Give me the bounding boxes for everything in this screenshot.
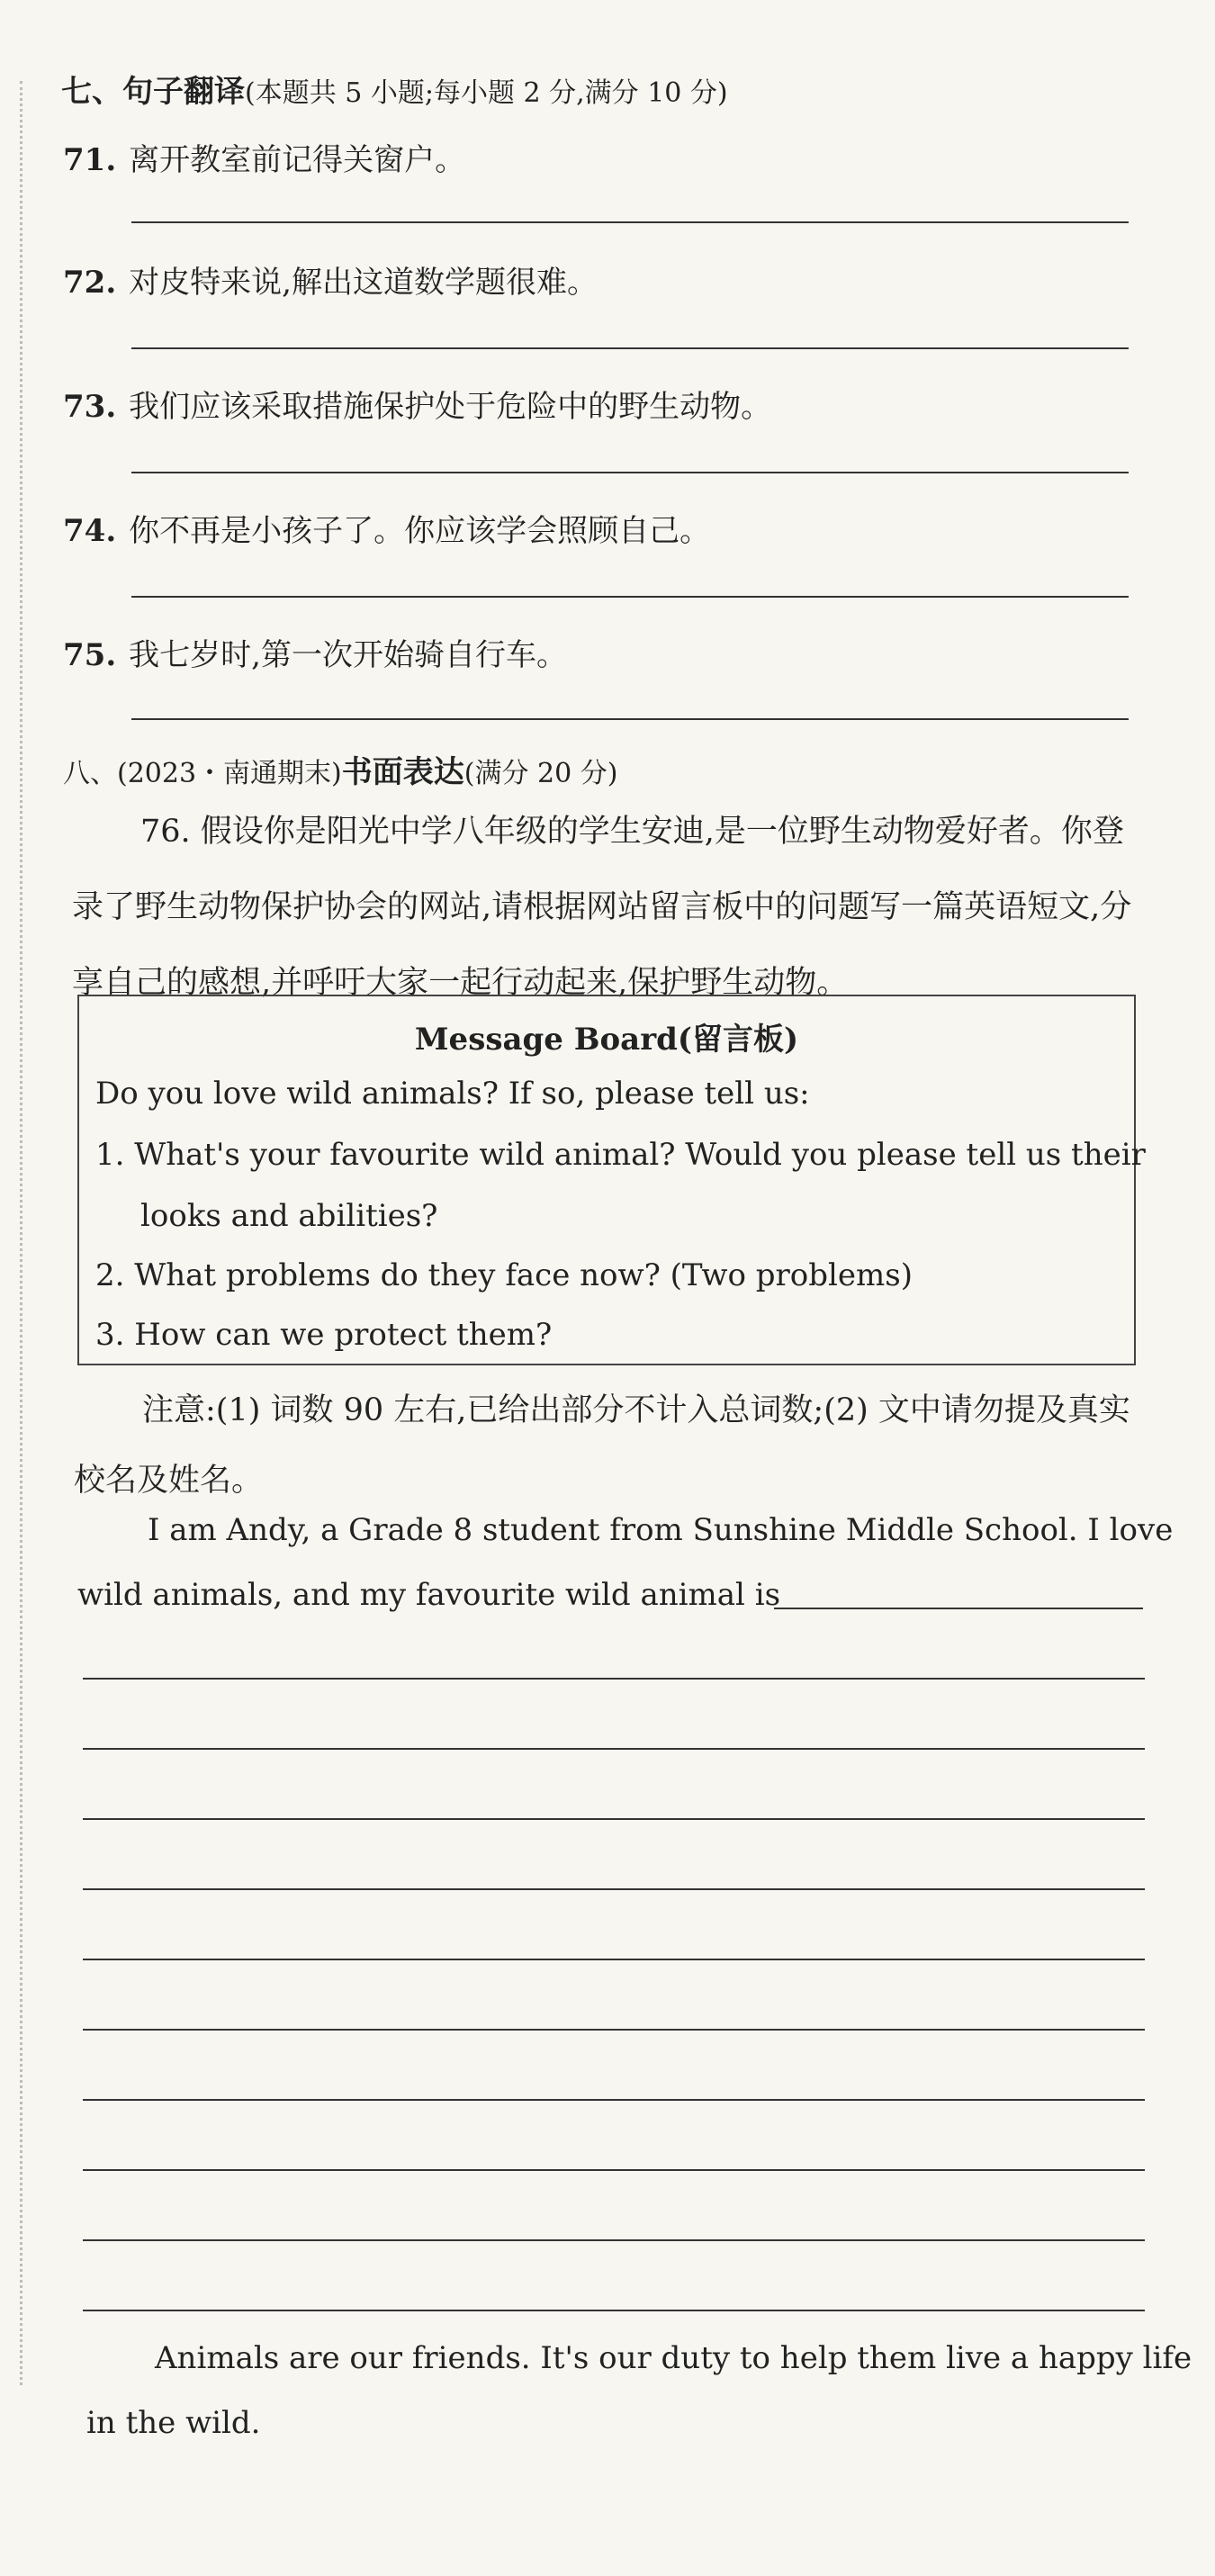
section-8-source: 八、(2023・南通期末) bbox=[63, 758, 342, 789]
essay-closing-line-1: Animals are our friends. It's our duty to help them live a happy life bbox=[155, 2340, 1192, 2376]
section-8-title: 书面表达 bbox=[341, 754, 464, 790]
essay-closing-line-2: in the wild. bbox=[86, 2405, 261, 2441]
question-text: 对皮特来说,解出这道数学题很难。 bbox=[129, 265, 598, 301]
task-prompt bbox=[72, 794, 1152, 1021]
question-number: 72. bbox=[63, 265, 117, 301]
writing-line[interactable] bbox=[83, 1748, 1145, 1750]
message-board bbox=[77, 995, 1146, 1365]
writing-line[interactable] bbox=[83, 1818, 1145, 1820]
section-8-header bbox=[63, 747, 617, 791]
writing-line[interactable] bbox=[83, 1678, 1145, 1680]
question-number: 73. bbox=[63, 389, 117, 425]
answer-line-72[interactable] bbox=[131, 347, 1129, 349]
writing-line[interactable] bbox=[83, 2310, 1145, 2311]
writing-line[interactable] bbox=[83, 2099, 1145, 2101]
writing-line[interactable] bbox=[83, 1959, 1145, 1960]
question-75 bbox=[63, 630, 567, 674]
question-text: 你不再是小孩子了。你应该学会照顾自己。 bbox=[129, 513, 711, 549]
question-73 bbox=[63, 382, 771, 426]
writing-line[interactable] bbox=[83, 1888, 1145, 1890]
question-number: 74. bbox=[63, 513, 117, 549]
essay-opening-line-2: wild animals, and my favourite wild animal is bbox=[77, 1577, 781, 1613]
answer-line-74[interactable] bbox=[131, 596, 1129, 598]
essay-opening-line-1: I am Andy, a Grade 8 student from Sunshine Middle School. I love bbox=[148, 1512, 1174, 1548]
message-board-question-3: 3. How can we protect them? bbox=[95, 1317, 553, 1353]
message-board-question-2: 2. What problems do they face now? (Two problems) bbox=[95, 1257, 913, 1293]
writing-line[interactable] bbox=[83, 2029, 1145, 2031]
section-7-header bbox=[61, 67, 728, 111]
writing-notes bbox=[74, 1375, 1150, 1516]
favourite-animal-blank[interactable] bbox=[774, 1608, 1143, 1609]
question-number: 75. bbox=[63, 637, 117, 673]
message-board-title: Message Board(留言板) bbox=[414, 1022, 799, 1058]
question-text: 离开教室前记得关窗户。 bbox=[129, 142, 466, 178]
message-board-question-1-cont: looks and abilities? bbox=[140, 1198, 438, 1234]
message-board-question-1: 1. What's your favourite wild animal? Would you please tell us their bbox=[95, 1137, 1146, 1173]
message-board-intro: Do you love wild animals? If so, please tell us: bbox=[95, 1076, 810, 1112]
question-74 bbox=[63, 506, 710, 550]
question-72 bbox=[63, 257, 598, 302]
answer-line-75[interactable] bbox=[131, 718, 1129, 720]
section-7-scoring: (本题共 5 小题;每小题 2 分,满分 10 分) bbox=[245, 77, 728, 109]
writing-line[interactable] bbox=[83, 2169, 1145, 2171]
answer-line-71[interactable] bbox=[131, 221, 1129, 223]
question-71 bbox=[63, 135, 465, 179]
answer-line-73[interactable] bbox=[131, 472, 1129, 473]
section-7-title: 七、句子翻译 bbox=[61, 74, 245, 110]
question-number: 71. bbox=[63, 142, 117, 178]
question-text: 我们应该采取措施保护处于危险中的野生动物。 bbox=[129, 389, 772, 425]
binding-margin-line bbox=[20, 81, 22, 2385]
task-prompt-text: 76. 假设你是阳光中学八年级的学生安迪,是一位野生动物爱好者。你登录了野生动物保护协会的网站,请根据网站留言板中的问题写一篇英语短文,分享自己的感想,并呼吁大家一起行动起来,保护野生动物。 bbox=[72, 814, 1132, 1001]
writing-line[interactable] bbox=[83, 2239, 1145, 2241]
writing-notes-text: 注意:(1) 词数 90 左右,已给出部分不计入总词数;(2) 文中请勿提及真实校名及姓名。 bbox=[74, 1392, 1130, 1499]
section-8-scoring: (满分 20 分) bbox=[464, 758, 618, 789]
question-text: 我七岁时,第一次开始骑自行车。 bbox=[129, 637, 567, 673]
